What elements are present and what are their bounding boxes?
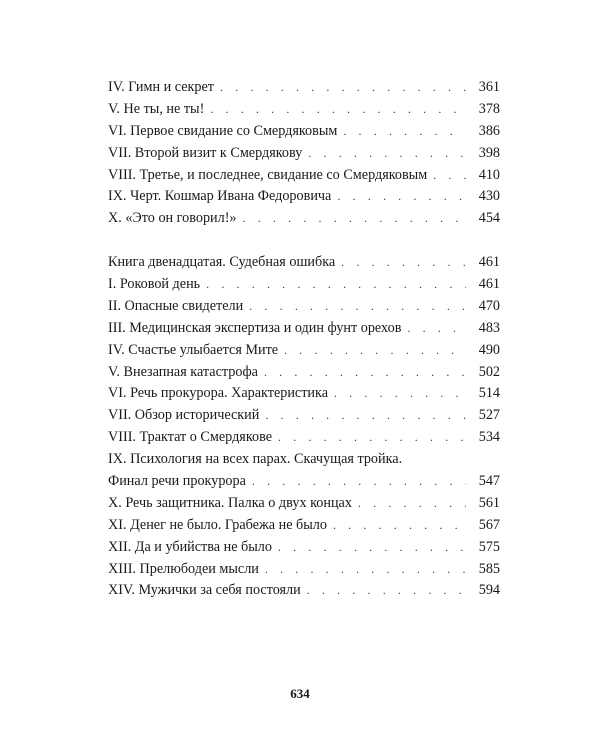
toc-entry-title: III. Медицинская экспертиза и один фунт орехов: [108, 319, 402, 336]
toc-entry: [108, 515, 500, 537]
toc-entry-title: II. Опасные свидетели: [108, 297, 244, 314]
toc-group-book-twelve: [108, 252, 500, 602]
dot-leader: [210, 99, 466, 121]
toc-entry-title: XII. Да и убийства не было: [108, 538, 272, 555]
toc-entry: [108, 165, 500, 187]
toc-entry-title: XI. Денег не было. Грабежа не было: [108, 516, 327, 533]
toc-entry-title: VII. Второй визит к Смердякову: [108, 144, 303, 161]
dot-leader: [265, 559, 466, 581]
toc-entry-page: 594: [478, 582, 500, 599]
toc-entry: [108, 559, 500, 581]
toc-entry-title: IX. Черт. Кошмар Ивана Федоровича: [108, 188, 332, 205]
toc-entry-page: 567: [478, 516, 500, 533]
dot-leader: [284, 340, 466, 362]
toc-entry: [108, 296, 500, 318]
toc-entry-title: XIII. Прелюбодеи мысли: [108, 560, 259, 577]
toc-entry-title: IV. Гимн и секрет: [108, 79, 214, 95]
dot-leader: [252, 471, 466, 493]
toc-entry-page: 386: [478, 122, 500, 139]
toc-entry-page: 483: [478, 319, 500, 336]
toc-entry-page: 527: [478, 407, 500, 424]
toc-entry-page: 561: [478, 494, 500, 511]
dot-leader: [278, 537, 466, 559]
dot-leader: [333, 515, 466, 537]
toc-entry: [108, 77, 500, 99]
toc-entry-page: 470: [478, 297, 500, 314]
dot-leader: [337, 186, 466, 208]
toc-entry-page: 502: [478, 363, 500, 380]
dot-leader: [220, 77, 466, 99]
dot-leader: [243, 208, 466, 230]
toc-entry-title: XIV. Мужички за себя постояли: [108, 582, 301, 599]
table-of-contents: [108, 77, 500, 602]
toc-entry: [108, 362, 500, 384]
dot-leader: [334, 383, 466, 405]
toc-entry: [108, 383, 500, 405]
toc-entry-continuation: [108, 471, 500, 493]
toc-entry-page: 461: [478, 276, 500, 293]
toc-entry-page: 430: [478, 188, 500, 205]
dot-leader: [307, 580, 466, 602]
dot-leader: [343, 121, 466, 143]
toc-entry-book-heading: [108, 252, 500, 274]
toc-entry-title: V. Не ты, не ты!: [108, 100, 205, 117]
dot-leader: [358, 493, 466, 515]
toc-entry-title: IV. Счастье улыбается Мите: [108, 341, 279, 358]
toc-entry: [108, 274, 500, 296]
toc-entry-page: 534: [478, 429, 500, 446]
dot-leader: [264, 362, 466, 384]
toc-entry: [108, 208, 500, 230]
toc-entry-page: 454: [478, 210, 500, 227]
toc-entry: [108, 143, 500, 165]
toc-entry: [108, 186, 500, 208]
dot-leader: [341, 252, 466, 274]
toc-entry: [108, 405, 500, 427]
toc-entry-title: VI. Речь прокурора. Характеристика: [108, 385, 328, 402]
toc-entry-title: X. «Это он говорил!»: [108, 210, 237, 227]
toc-entry-title: Книга двенадцатая. Судебная ошибка: [108, 254, 336, 271]
toc-entry: [108, 121, 500, 143]
toc-entry-title: VII. Обзор исторический: [108, 407, 260, 424]
toc-entry-title: Финал речи прокурора: [108, 473, 246, 490]
toc-entry-page: 575: [478, 538, 500, 555]
toc-entry-title: VI. Первое свидание со Смердяковым: [108, 122, 338, 139]
toc-entry: [108, 537, 500, 559]
toc-entry-title: IX. Психология на всех парах. Скачущая тройка.: [108, 451, 403, 468]
toc-entry: [108, 493, 500, 515]
toc-entry: [108, 580, 500, 602]
toc-entry-page: 514: [478, 385, 500, 402]
toc-entry-title: V. Внезапная катастрофа: [108, 363, 258, 380]
toc-entry-page: 461: [478, 254, 500, 271]
dot-leader: [265, 405, 466, 427]
dot-leader: [308, 143, 466, 165]
toc-entry: [108, 427, 500, 449]
toc-entry-title: VIII. Третье, и последнее, свидание со Смердяковым: [108, 166, 428, 183]
toc-entry-page: 398: [478, 144, 500, 161]
toc-entry-page: 585: [478, 560, 500, 577]
toc-entry-title: X. Речь защитника. Палка о двух концах: [108, 494, 352, 511]
page-number: 634: [290, 686, 310, 701]
dot-leader: [249, 296, 466, 318]
toc-group-book-eleven-continued: [108, 77, 500, 230]
dot-leader: [433, 165, 466, 187]
dot-leader: [206, 274, 466, 296]
dot-leader: [278, 427, 466, 449]
toc-entry-title: I. Роковой день: [108, 276, 201, 293]
toc-entry-page: 378: [478, 100, 500, 117]
toc-entry: [108, 99, 500, 121]
toc-entry-page: 410: [478, 166, 500, 183]
dot-leader: [407, 318, 466, 340]
toc-entry: [108, 340, 500, 362]
toc-entry-page: 547: [478, 473, 500, 490]
toc-entry: [108, 318, 500, 340]
toc-entry-page: 490: [478, 341, 500, 358]
toc-entry-title: VIII. Трактат о Смердякове: [108, 429, 272, 446]
toc-entry-first-line: [108, 449, 500, 471]
toc-entry-page: 361: [478, 79, 500, 95]
